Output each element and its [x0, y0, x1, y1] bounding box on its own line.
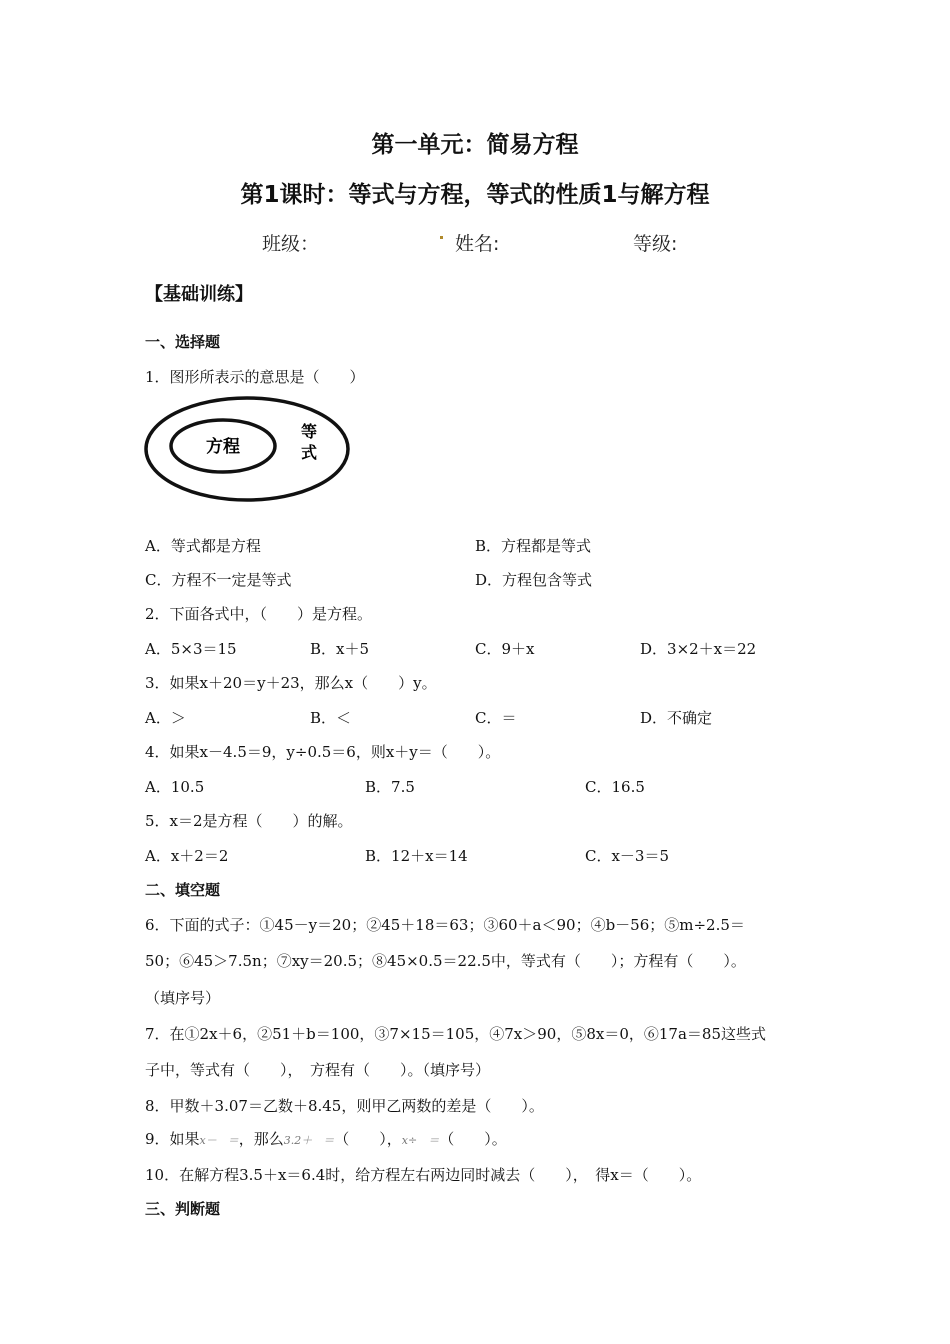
- lesson-subtitle: 第1课时：等式与方程，等式的性质1与解方程: [240, 182, 710, 208]
- q1-option-d: D．方程包含等式: [475, 571, 593, 589]
- q6-line-3: （填序号）: [145, 989, 221, 1007]
- q7-line-1: 7．在①2x＋6，②51＋b＝100，③7×15＝105，④7x＞90，⑤8x＝0，⑥17a＝85这些式: [145, 1025, 766, 1043]
- q3-option-a: A．＞: [145, 709, 186, 727]
- q1-option-a: A．等式都是方程: [145, 537, 261, 555]
- q9-blank-1: （ ），: [334, 1130, 402, 1148]
- q6-line-1: 6．下面的式子：①45－y＝20；②45＋18＝63；③60＋a＜90；④b－56；⑤m÷2.5＝: [145, 916, 745, 934]
- q1-stem: 1．图形所表示的意思是（ ）: [145, 368, 365, 386]
- outer-ellipse: [146, 398, 348, 500]
- decorative-dot: [440, 236, 443, 239]
- q1-option-b: B．方程都是等式: [475, 537, 592, 555]
- grade-label: 等级:: [633, 233, 678, 255]
- q4-option-a: A．10.5: [145, 778, 205, 796]
- q8-stem: 8．甲数＋3.07＝乙数＋8.45，则甲乙两数的差是（ ）。: [145, 1097, 544, 1115]
- venn-diagram: [143, 393, 353, 505]
- class-label: 班级：: [262, 233, 320, 255]
- q3-option-b: B．＜: [310, 709, 352, 727]
- q7-line-2: 子中，等式有（ ）， 方程有（ ）。（填序号）: [145, 1061, 491, 1079]
- inner-label: 方程: [206, 437, 240, 457]
- q9-blank-2: （ ）。: [439, 1130, 507, 1148]
- section-fill: 二、填空题: [145, 881, 221, 899]
- name-label: 姓名:: [455, 233, 500, 255]
- q9-mid: ，那么: [238, 1130, 284, 1148]
- q2-stem: 2．下面各式中，（ ）是方程。: [145, 605, 373, 623]
- q2-option-b: B．x＋5: [310, 640, 370, 658]
- q5-option-c: C．x－3＝5: [585, 847, 670, 865]
- q5-option-a: A．x＋2＝2: [145, 847, 229, 865]
- q9-expr-2: 3.2＋ ＝: [283, 1134, 335, 1147]
- outer-label-1: 等: [300, 422, 318, 441]
- section-choice: 一、选择题: [145, 333, 221, 351]
- page-title: 第一单元：简易方程: [371, 132, 579, 158]
- q6-line-2: 50；⑥45＞7.5n；⑦xy＝20.5；⑧45×0.5＝22.5中，等式有（ ）；方程有（ ）。: [145, 952, 746, 970]
- q5-option-b: B．12＋x＝14: [365, 847, 468, 865]
- q9-stem: [145, 1128, 507, 1149]
- q3-stem: 3．如果x＋20＝y＋23，那么x（ ）y。: [145, 674, 437, 692]
- q9-expr-3: x÷ ＝: [401, 1134, 440, 1147]
- q3-option-d: D．不确定: [640, 709, 713, 727]
- q9-expr-1: x－ ＝: [199, 1134, 239, 1147]
- q9-prefix: 9．如果: [145, 1130, 200, 1148]
- q10-stem: 10．在解方程3.5＋x＝6.4时，给方程左右两边同时减去（ ）， 得x＝（ ）。: [145, 1166, 702, 1184]
- q5-stem: 5．x＝2是方程（ ）的解。: [145, 812, 353, 830]
- outer-label-2: 式: [300, 443, 318, 462]
- section-basic-training: 【基础训练】: [145, 284, 253, 305]
- q2-option-d: D．3×2＋x＝22: [640, 640, 757, 658]
- q2-option-c: C．9＋x: [475, 640, 535, 658]
- q1-option-c: C．方程不一定是等式: [145, 571, 292, 589]
- q3-option-c: C．＝: [475, 709, 517, 727]
- q4-option-c: C．16.5: [585, 778, 645, 796]
- q2-option-a: A．5×3＝15: [145, 640, 237, 658]
- q4-stem: 4．如果x－4.5＝9，y÷0.5＝6，则x＋y＝（ ）。: [145, 743, 501, 761]
- q4-option-b: B．7.5: [365, 778, 415, 796]
- section-judge: 三、判断题: [145, 1200, 221, 1218]
